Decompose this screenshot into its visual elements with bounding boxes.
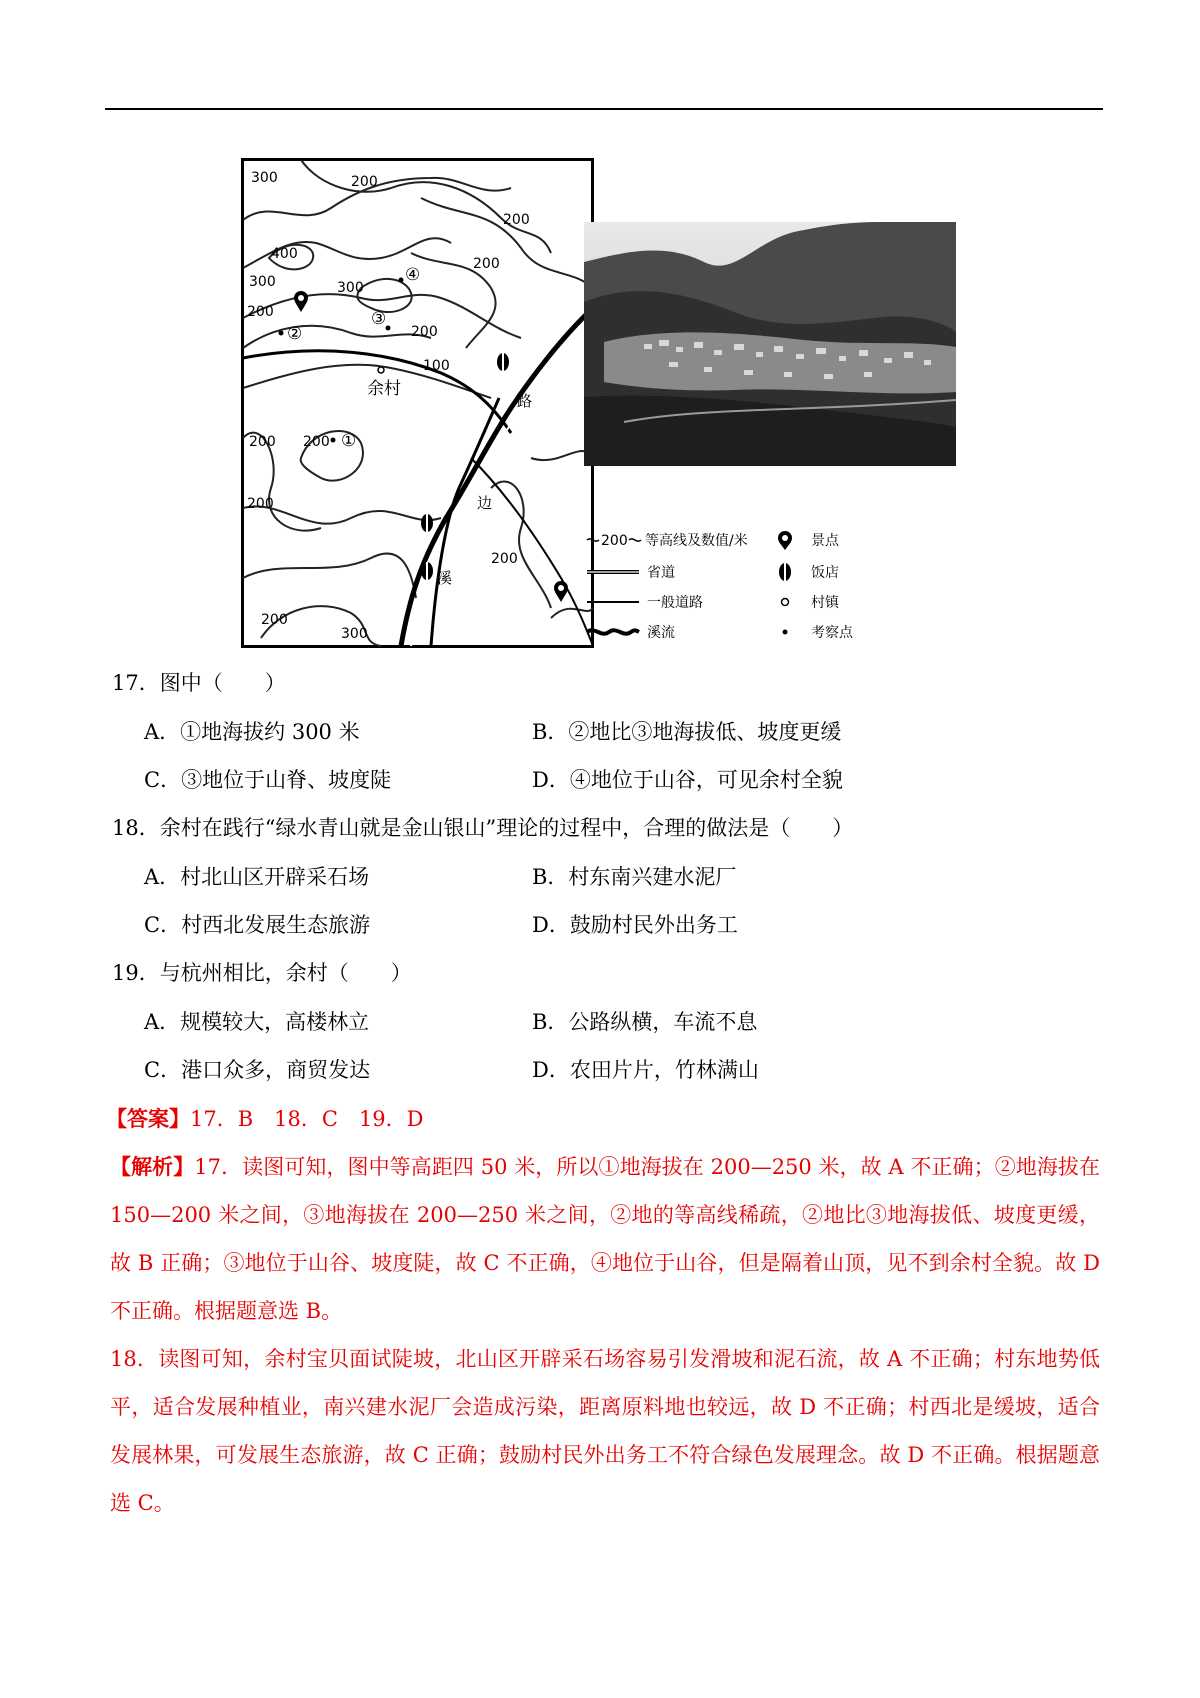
map-legend xyxy=(585,528,885,648)
legend-scenic: 景点 xyxy=(811,533,839,549)
legend-stream: 溪流 xyxy=(647,625,675,641)
question-17-option-d: D．④地位于山谷，可见余村全貌 xyxy=(532,768,843,792)
answer-tag: 【答案】 xyxy=(106,1106,190,1131)
analysis-17-text: 17．读图可知，图中等高距四 50 米，所以①地海拔在 200—250 米，故 A 不正确；②地海拔在 150—200 米之间，③地海拔在 200—250 米之间，②地的等高线稀疏，②地比③地海拔低、坡度更缓，故 B 正确；③地位于山谷、坡度陡，故 C 不正确，④地位于山谷，但是隔着山顶，见不到余村全貌。故 D 不正确。根据题意选 B。 xyxy=(110,1155,1100,1323)
question-18-option-c: C．村西北发展生态旅游 xyxy=(144,913,371,937)
question-17-option-a: A．①地海拔约 300 米 xyxy=(144,720,360,744)
question-18-option-a: A．村北山区开辟采石场 xyxy=(144,865,370,889)
question-18-option-b: B．村东南兴建水泥厂 xyxy=(532,865,737,889)
question-19-stem: 19．与杭州相比，余村（ ） xyxy=(112,961,412,985)
contour-label: 300 xyxy=(251,170,278,186)
village-label: 余村 xyxy=(367,379,401,399)
road-char: 路 xyxy=(517,392,533,410)
contour-label: 200 xyxy=(503,212,530,228)
village-icon xyxy=(782,599,789,606)
question-18-stem: 18．余村在践行“绿水青山就是金山银山”理论的过程中，合理的做法是（ ） xyxy=(112,816,854,840)
legend-observation: 考察点 xyxy=(811,625,853,641)
restaurant-icon xyxy=(779,563,791,582)
question-19-option-d: D．农田片片，竹林满山 xyxy=(532,1058,759,1082)
contour-label: 300 xyxy=(337,280,364,296)
legend-general-road: 一般道路 xyxy=(647,595,703,611)
answer-text: 17．B 18．C 19．D xyxy=(190,1107,424,1131)
observation-point-icon xyxy=(783,630,788,635)
contour-label: 200 xyxy=(303,434,330,450)
question-19-option-c: C．港口众多，商贸发达 xyxy=(144,1058,371,1082)
contour-label: 200 xyxy=(411,324,438,340)
question-17-option-b: B．②地比③地海拔低、坡度更缓 xyxy=(532,720,842,744)
contour-label: 200 xyxy=(249,434,276,450)
contour-label: 200 xyxy=(491,551,518,567)
header-rule xyxy=(105,108,1103,110)
contour-map xyxy=(241,158,594,648)
question-19-option-a: A．规模较大，高楼林立 xyxy=(144,1010,370,1034)
question-17-stem: 17．图中（ ） xyxy=(112,671,286,695)
contour-label: 400 xyxy=(271,246,298,262)
contour-label: 200 xyxy=(351,174,378,190)
analysis-18 xyxy=(110,1335,1100,1527)
village-photo xyxy=(584,222,956,466)
road-char: 边 xyxy=(477,494,493,512)
question-17-option-c: C．③地位于山脊、坡度陡 xyxy=(144,768,392,792)
legend-contour: 等高线及数值/米 xyxy=(645,533,748,549)
legend-provincial-road: 省道 xyxy=(647,565,675,581)
point-label-1: ① xyxy=(341,431,357,451)
answer-line xyxy=(106,1104,424,1134)
contour-label: 100 xyxy=(423,358,450,374)
legend-restaurant: 饭店 xyxy=(811,565,839,581)
contour-label: 200 xyxy=(247,304,274,320)
contour-label: 300 xyxy=(341,626,368,642)
contour-label: 200 xyxy=(247,496,274,512)
point-label-4: ④ xyxy=(405,265,421,285)
legend-village: 村镇 xyxy=(811,595,839,611)
contour-label: 300 xyxy=(249,274,276,290)
road-char: 溪 xyxy=(437,569,453,587)
contour-label: 200 xyxy=(261,612,288,628)
legend-contour-value: 200 xyxy=(601,533,628,549)
question-18-option-d: D．鼓励村民外出务工 xyxy=(532,913,738,937)
analysis-17 xyxy=(110,1143,1100,1335)
question-19-option-b: B．公路纵横，车流不息 xyxy=(532,1010,758,1034)
analysis-18-text: 18．读图可知，余村宝贝面试陡坡，北山区开辟采石场容易引发滑坡和泥石流，故 A 不正确；村东地势低平，适合发展种植业，南兴建水泥厂会造成污染，距离原料地也较远，故 D 不正确；村西北是缓坡，适合发展林果，可发展生态旅游，故 C 正确；鼓励村民外出务工不符合绿色发展理念。故 D 不正确。根据题意选 C。 xyxy=(110,1347,1100,1515)
point-label-2: ② xyxy=(287,324,303,344)
analysis-tag: 【解析】 xyxy=(110,1154,195,1179)
scenic-icon xyxy=(778,531,792,550)
point-label-3: ③ xyxy=(371,309,387,329)
contour-label: 200 xyxy=(473,256,500,272)
